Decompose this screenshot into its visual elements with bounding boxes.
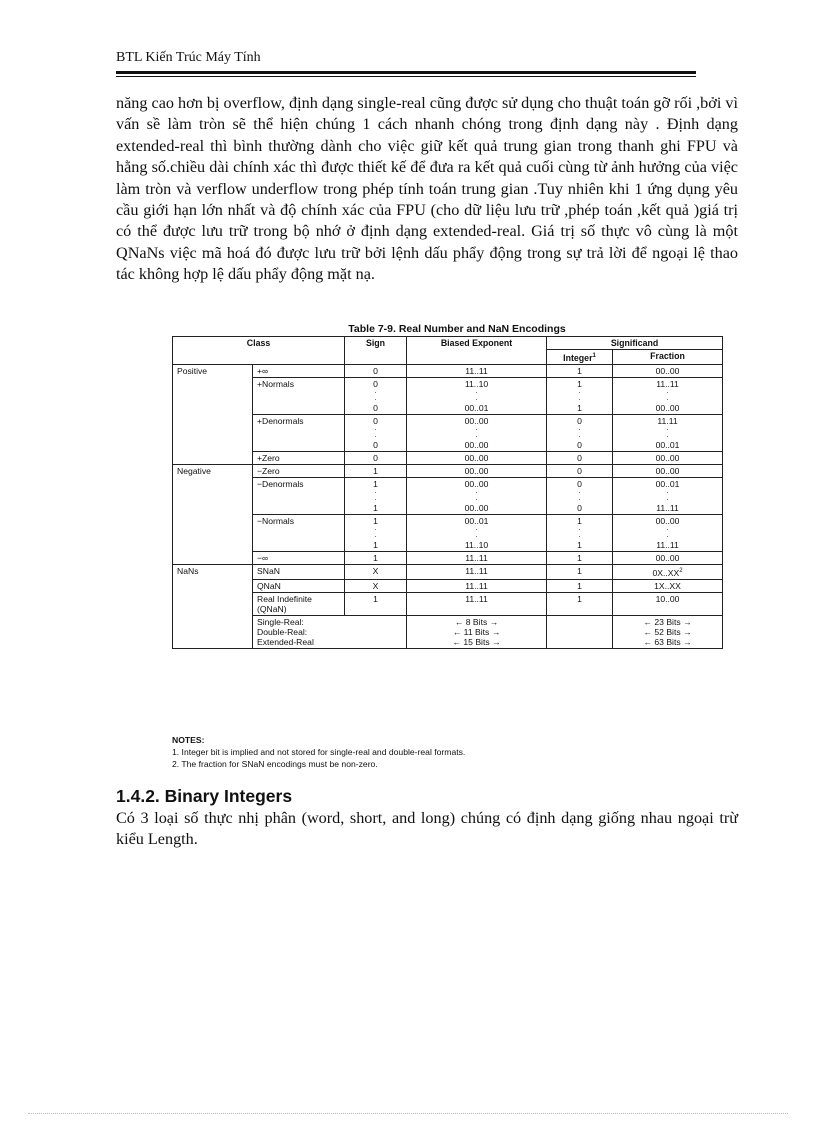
table-row [173, 477, 723, 514]
class-label: +Denormals [253, 414, 345, 451]
fraction-bits: ← 23 Bits → ← 52 Bits → ← 63 Bits → [613, 615, 723, 648]
integer-cell: 0 · · 0 [547, 477, 613, 514]
fraction-cell: 10..00 [613, 592, 723, 615]
note-item: 1. Integer bit is implied and not stored for single-real and double-real formats. [172, 747, 466, 757]
exponent-cell: 11..11 [407, 364, 547, 377]
integer-bits-empty [547, 615, 613, 648]
biased-exponent-header: Biased Exponent [407, 337, 547, 365]
fraction-cell: 00..00 [613, 364, 723, 377]
fraction-footnote-mark: 2 [679, 567, 683, 574]
table-row [173, 377, 723, 414]
exponent-cell: 00..00 · · 00..00 [407, 477, 547, 514]
fraction-cell: 00..00 [613, 551, 723, 564]
table-caption: Table 7-9. Real Number and NaN Encodings [348, 323, 566, 335]
sign-cell: 1 [345, 592, 407, 615]
notes-title: NOTES: [172, 735, 205, 745]
section-heading: 1.4.2. Binary Integers [116, 786, 293, 806]
class-label: −Denormals [253, 477, 345, 514]
table-row [173, 414, 723, 451]
sign-cell: 1 · · 1 [345, 477, 407, 514]
class-label: +∞ [253, 364, 345, 377]
integer-cell: 1 · · 1 [547, 377, 613, 414]
exponent-cell: 00..00 [407, 464, 547, 477]
group-positive: Positive [173, 364, 253, 464]
table-row [173, 451, 723, 464]
table-notes [172, 734, 732, 770]
fraction-cell: 11.11 · · 00..01 [613, 414, 723, 451]
encoding-table [172, 336, 723, 649]
encoding-table-block [172, 323, 722, 649]
class-header: Class [173, 337, 345, 365]
exponent-cell: 11..10 · · 00..01 [407, 377, 547, 414]
class-label: −Zero [253, 464, 345, 477]
table-row-formats [173, 615, 723, 648]
integer-cell: 0 [547, 451, 613, 464]
integer-cell: 1 [547, 592, 613, 615]
table-row [173, 592, 723, 615]
integer-cell: 1 · · 1 [547, 514, 613, 551]
section-paragraph: Có 3 loại số thực nhị phân (word, short, and long) chúng có định dạng giống nhau ngoại trừ kiểu Length. [116, 809, 738, 849]
format-labels: Single-Real: Double-Real: Extended-Real [253, 615, 407, 648]
significand-header: Significand [547, 337, 723, 350]
fraction-cell: 00..00 [613, 464, 723, 477]
class-label: Real Indefinite (QNaN) [253, 592, 345, 615]
body-paragraph: năng cao hơn bị overflow, định dạng single-real cũng được sử dụng cho thuật toán gỡ rối ,bởi vì vấn sề làm tròn sẽ thể hiện chúng 1 cách nhanh chóng trong định dạng này . Định dạng extended-real thì bình thường dành cho việc giữ kết quả trung gian trong thanh ghi FPU và hằng số.chiều dài chính xác thì được thiết kế để đưa ra kết quả cuối cùng từ ảnh hưởng của việc làm tròn và verflow underflow trong phép tính toán trung gian .Tuy nhiên khi 1 ứng dụng yêu cầu giới hạn lớn nhất và độ chính xác của FPU (cho dữ liệu lưu trữ ,phép toán ,kết quả )giá trị có thể được lưu trữ trong bộ nhớ ở định dạng extended-real. Giá trị số thực vô cùng là một QNaNs việc mã hoá đó được lưu trữ bởi lệnh dấu phẩy động trong sự trả lời để ngoại lệ thao tác không hợp lệ dấu phẩy động mặt nạ. [116, 94, 738, 284]
fraction-cell: 00..00 [613, 451, 723, 464]
integer-cell: 1 [547, 551, 613, 564]
table-row [173, 551, 723, 564]
integer-cell: 1 [547, 364, 613, 377]
note-item: 2. The fraction for SNaN encodings must be non-zero. [172, 759, 378, 769]
sign-header: Sign [345, 337, 407, 365]
table-row [173, 364, 723, 377]
class-label: QNaN [253, 579, 345, 592]
sign-cell: 1 · · 1 [345, 514, 407, 551]
table-header-row [173, 337, 723, 350]
table-row [173, 464, 723, 477]
fraction-cell: 00..00 · · 11..11 [613, 514, 723, 551]
group-nans: NaNs [173, 564, 253, 648]
exponent-cell: 11..11 [407, 579, 547, 592]
sign-cell: 0 · · 0 [345, 414, 407, 451]
exponent-cell: 00..00 · · 00..00 [407, 414, 547, 451]
table-row [173, 514, 723, 551]
exponent-cell: 00..00 [407, 451, 547, 464]
class-label: −Normals [253, 514, 345, 551]
header-rule-thin [116, 76, 696, 77]
group-negative: Negative [173, 464, 253, 564]
integer-header: Integer$^1$ [547, 350, 613, 365]
integer-cell: 0 [547, 464, 613, 477]
page-bottom-divider [28, 1113, 788, 1114]
fraction-cell: 00..01 · · 11..11 [613, 477, 723, 514]
sign-cell: 1 [345, 551, 407, 564]
sign-cell: 1 [345, 464, 407, 477]
integer-footnote-mark: 1 [592, 353, 596, 359]
integer-cell: 1 [547, 579, 613, 592]
class-label: +Zero [253, 451, 345, 464]
class-label: −∞ [253, 551, 345, 564]
sign-cell: 0 · · 0 [345, 377, 407, 414]
exponent-cell: 11..11 [407, 551, 547, 564]
fraction-cell: 11..11 · · 00..00 [613, 377, 723, 414]
table-row [173, 579, 723, 592]
integer-cell: 1 [547, 564, 613, 579]
exponent-cell: 00..01 · · 11..10 [407, 514, 547, 551]
header-rule-thick [116, 71, 696, 74]
sign-cell: 0 [345, 364, 407, 377]
page-header [116, 50, 696, 70]
fraction-header: Fraction [613, 350, 723, 365]
fraction-cell: $0X..XX^2$ [613, 564, 723, 579]
sign-cell: 0 [345, 451, 407, 464]
class-label: SNaN [253, 564, 345, 579]
sign-cell: X [345, 564, 407, 579]
table-row [173, 564, 723, 579]
fraction-cell: 1X..XX [613, 579, 723, 592]
exponent-cell: 11..11 [407, 564, 547, 579]
integer-cell: 0 · · 0 [547, 414, 613, 451]
class-label: +Normals [253, 377, 345, 414]
exponent-cell: 11..11 [407, 592, 547, 615]
sign-cell: X [345, 579, 407, 592]
exponent-bits: ← 8 Bits → ← 11 Bits → ← 15 Bits → [407, 615, 547, 648]
header-title: BTL Kiến Trúc Máy Tính [116, 50, 261, 65]
